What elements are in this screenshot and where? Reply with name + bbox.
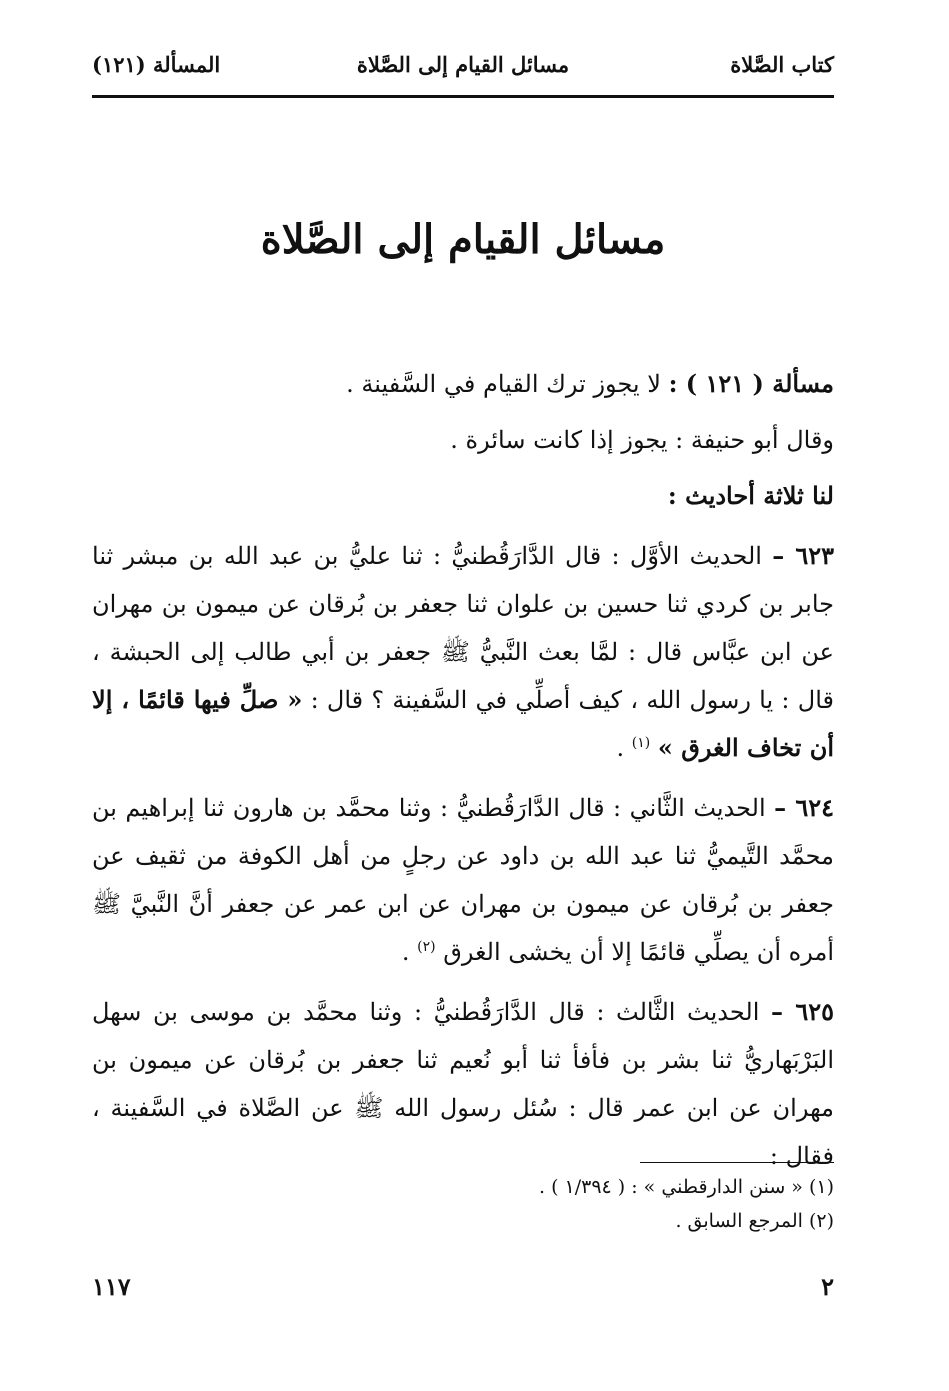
hadith-623 [92, 532, 834, 772]
footnote-marker: (٢) [417, 939, 436, 955]
hadith-end: . [616, 734, 632, 762]
hadith-number: ٦٢٥ – [770, 997, 834, 1026]
hadith-quote: « صلِّ فيها قائمًا ، إلا أن تخاف الغرق » [92, 685, 834, 762]
footnote-rule [640, 1162, 834, 1163]
footnote-marker: (١) [631, 735, 651, 751]
evidence-intro-text: لنا ثلاثة أحاديث : [667, 481, 834, 510]
hadith-text: الحديث الثَّالث : قال الدَّارَقُطنيُّ : وثنا محمَّد بن موسى بن سهل البَرْبَهاريُّ ثنا بشر بن فأفأ ثنا أبو نُعيم ثنا جعفر بن بُرقان عن ميمون بن مهران عن ابن عمر قال : سُئل رسول الله ﷺ عن الصَّلاة في السَّفينة ، فقال : [92, 998, 834, 1170]
header-chapter-title: مسائل القيام إلى الصَّلاة [356, 52, 570, 77]
footnotes [92, 1170, 834, 1238]
main-text [92, 360, 834, 1180]
page-number: ١١٧ [92, 1272, 131, 1301]
footnote-1: (١) « سنن الدارقطني » : ( ١/٣٩٤ ) . [538, 1176, 834, 1198]
hadith-number: ٦٢٣ – [772, 541, 835, 570]
header-issue-number: المسألة (١٢١) [92, 52, 221, 77]
running-header [92, 52, 834, 88]
evidence-intro [92, 472, 834, 520]
chapter-title: مسائل القيام إلى الصَّلاة [260, 216, 666, 263]
header-rule [92, 95, 834, 98]
footnote-2: (٢) المرجع السابق . [675, 1210, 834, 1232]
hadith-end: . [401, 938, 418, 966]
issue-label: مسألة ( ١٢١ ) : [668, 369, 834, 398]
hadith-number: ٦٢٤ – [774, 793, 835, 822]
abu-hanifa-opinion: وقال أبو حنيفة : يجوز إذا كانت سائرة . [450, 426, 834, 454]
issue-text: لا يجوز ترك القيام في السَّفينة . [346, 370, 669, 398]
hadith-624 [92, 784, 834, 976]
volume-number: ٢ [821, 1272, 834, 1301]
issue-statement [92, 360, 834, 408]
hadith-text: الحديث الأوَّل : قال الدَّارَقُطنيُّ : ثنا عليُّ بن عبد الله بن مبشر ثنا جابر بن كردي ثنا حسين بن علوان ثنا جعفر بن بُرقان عن ميمون بن مهران عن ابن عبَّاس قال : لمَّا بعث النَّبيُّ ﷺ جعفر بن أبي طالب إلى الحبشة ، قال : يا رسول الله ، كيف أصلِّي في السَّفينة ؟ قال : [92, 542, 834, 714]
hadith-text: الحديث الثَّاني : قال الدَّارَقُطنيُّ : وثنا محمَّد بن هارون ثنا إبراهيم بن محمَّد التَّيميُّ ثنا عبد الله بن داود عن رجلٍ من أهل الكوفة من ثقيف عن جعفر بن بُرقان عن ميمون بن مهران عن ابن عمر عن جعفر أنَّ النَّبيَّ ﷺ أمره أن يصلِّي قائمًا إلا أن يخشى الغرق [92, 794, 834, 966]
hadith-625 [92, 988, 834, 1180]
header-book-title: كتاب الصَّلاة [730, 52, 834, 77]
